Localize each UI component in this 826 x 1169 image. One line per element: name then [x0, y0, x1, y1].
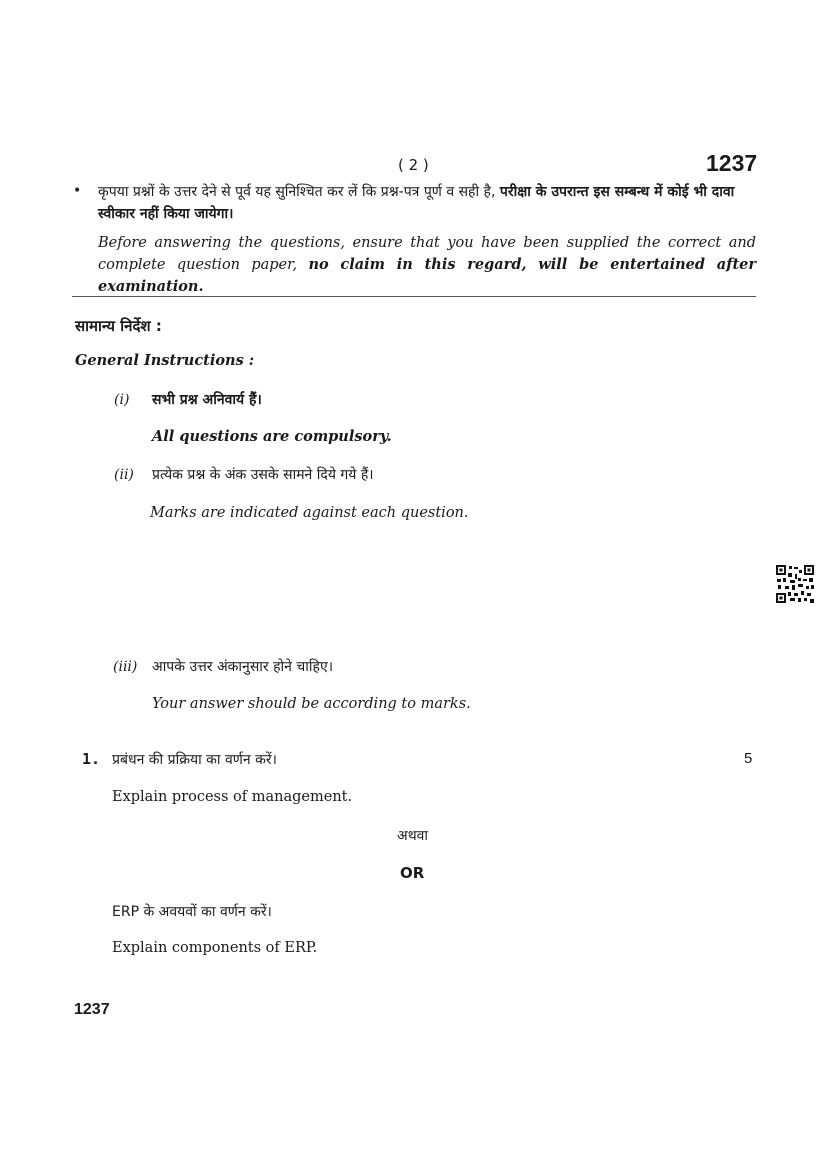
- instruction-1-hindi: सभी प्रश्न अनिवार्य हैं।: [152, 392, 262, 408]
- notice-english-bold: no claim in this regard, will be entertained after examination.: [98, 256, 757, 295]
- instruction-3-number: (iii): [113, 659, 138, 675]
- paper-code-top: 1237: [706, 150, 758, 176]
- instruction-3-hindi: आपके उत्तर अंकानुसार होने चाहिए।: [152, 659, 333, 675]
- bullet-icon: •: [73, 183, 82, 199]
- divider: [72, 296, 756, 297]
- instruction-2-number: (ii): [114, 467, 134, 483]
- question-hindi: प्रबंधन की प्रक्रिया का वर्णन करें।: [112, 752, 277, 768]
- notice-hindi: [98, 181, 758, 225]
- instruction-2-hindi: प्रत्येक प्रश्न के अंक उसके सामने दिये गये हैं।: [152, 467, 374, 483]
- or-hindi: अथवा: [397, 828, 429, 844]
- general-instructions-heading: General Instructions :: [75, 352, 255, 369]
- instruction-1-number: (i): [114, 392, 130, 408]
- qr-code-icon: [776, 565, 814, 603]
- page-number: ( 2 ): [398, 156, 429, 174]
- notice-english: [98, 232, 756, 298]
- question-number: 1.: [82, 750, 101, 768]
- notice-english-regular: Before answering the questions, ensure that you have been supplied the correct and complete question paper,: [98, 235, 756, 273]
- instruction-3-english: Your answer should be according to marks.: [152, 696, 471, 712]
- general-instructions-hindi-heading: सामान्य निर्देश :: [75, 317, 162, 335]
- question-marks: 5: [744, 750, 753, 767]
- notice-hindi-regular: कृपया प्रश्नों के उत्तर देने से पूर्व यह सुनिश्चित कर लें कि प्रश्न-पत्र पूर्ण व सही है,: [98, 184, 500, 200]
- instruction-2-english: Marks are indicated against each question.: [150, 505, 469, 521]
- paper-code-bottom: 1237: [74, 1001, 110, 1018]
- or-english: OR: [400, 864, 425, 882]
- question-english: Explain process of management.: [112, 789, 353, 805]
- instruction-1-english: All questions are compulsory.: [152, 428, 392, 445]
- alternative-question-hindi: ERP के अवयवों का वर्णन करें।: [112, 904, 272, 920]
- alternative-question-english: Explain components of ERP.: [112, 940, 318, 956]
- notice-hindi-bold: परीक्षा के उपरान्त इस सम्बन्ध में कोई भी दावा स्वीकार नहीं किया जायेगा।: [98, 184, 735, 222]
